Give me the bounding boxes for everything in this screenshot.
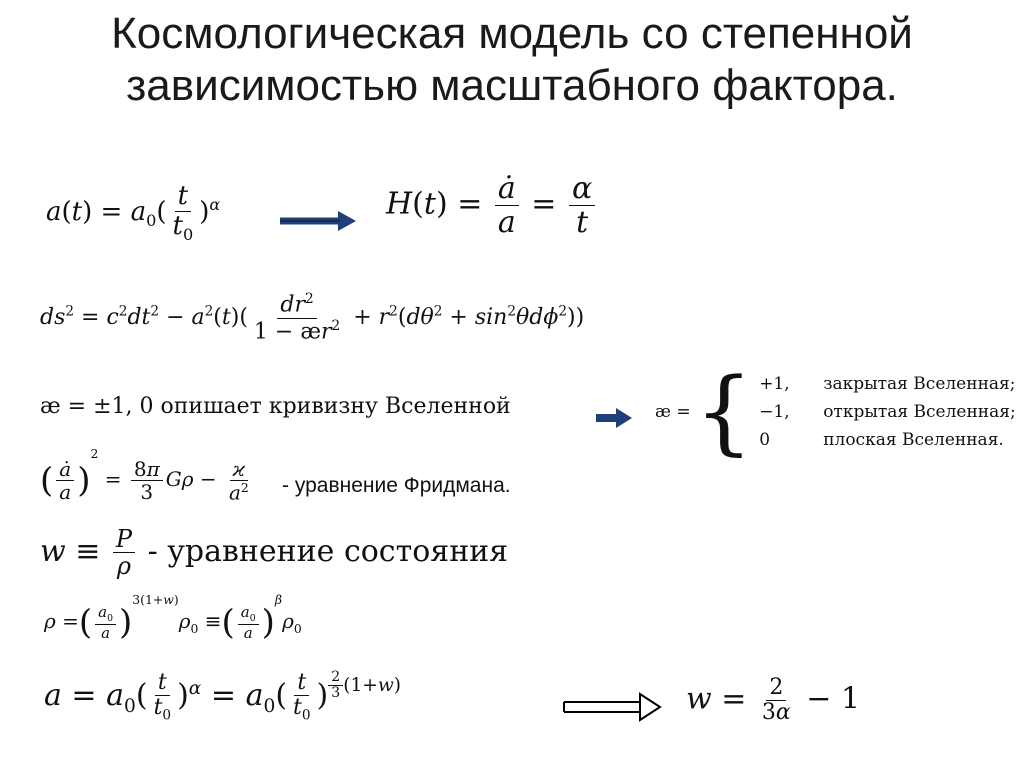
scale-relation-equation: $a = a_0$( $\frac{t}{t_0}$ )$^\alpha = a_0$( $\frac{t}{t_0}$ ) $^{\frac{2}{3} (1+w)}$ [44,669,402,724]
case-value-flat: 0 [759,430,771,450]
slide-title [0,8,1024,112]
density-equation: ρ =( $\frac{a_0}{a}$ )$^{3(1+w)}\rho_0$ ≡( $\frac{a_0}{a}$ )$^\beta\rho_0$ [44,592,302,643]
case-label-closed: закрытая Вселенная; [823,374,1016,394]
hubble-parameter-equation: H(t) = $\frac{ȧ}{a}$ = $\frac{\alpha}{t}$ [386,172,598,239]
case-value-open: −1, [759,402,790,422]
w-result-equation: w = $\frac{2}{3\alpha}$ − 1 [686,675,861,726]
state-label: - уравнение состояния [147,533,509,569]
implies-arrow-icon [278,208,358,234]
friedmann-equation: ( $\frac{ȧ}{a}$ )$^2$ = $\frac{8\pi}{3}$ Gρ − $\frac{ϰ}{a^2}$ [40,446,249,505]
case-label-flat: плоская Вселенная. [823,430,1004,450]
friedmann-label: - уравнение Фридмана. [282,474,511,497]
case-value-closed: +1, [759,374,790,394]
title-line-2: зависимостью масштабного фактора. [126,61,898,110]
double-arrow-icon [562,692,662,722]
state-equation: w ≡ $\frac{P}{\rho}$ - уравнение состояния [40,525,509,581]
curvature-arrow-icon [594,406,634,430]
title-line-1: Космологическая модель со степенной [111,9,913,58]
scale-factor-equation: $a(t) = a_0$( $\frac{t}{t_0}$ )$^\alpha$ [46,181,221,244]
metric-equation: $ds^2 = c^2dt^2 - a^2(t)$( $\frac{dr^2}{1 - ær^2}$ + $r^2(d\theta^2 + \sin^2\theta d\phi^2)$) [40,291,585,344]
brace-icon: { [694,358,754,465]
curvature-cases: æ = { +1, закрытая Вселенная; −1, открытая Вселенная; 0 плоская Вселенная. [655,358,1016,465]
case-label-open: открытая Вселенная; [823,402,1016,422]
curvature-description: опишает кривизну Вселенной [160,394,511,419]
curvature-statement: æ = ±1, 0 опишает кривизну Вселенной [40,394,511,419]
